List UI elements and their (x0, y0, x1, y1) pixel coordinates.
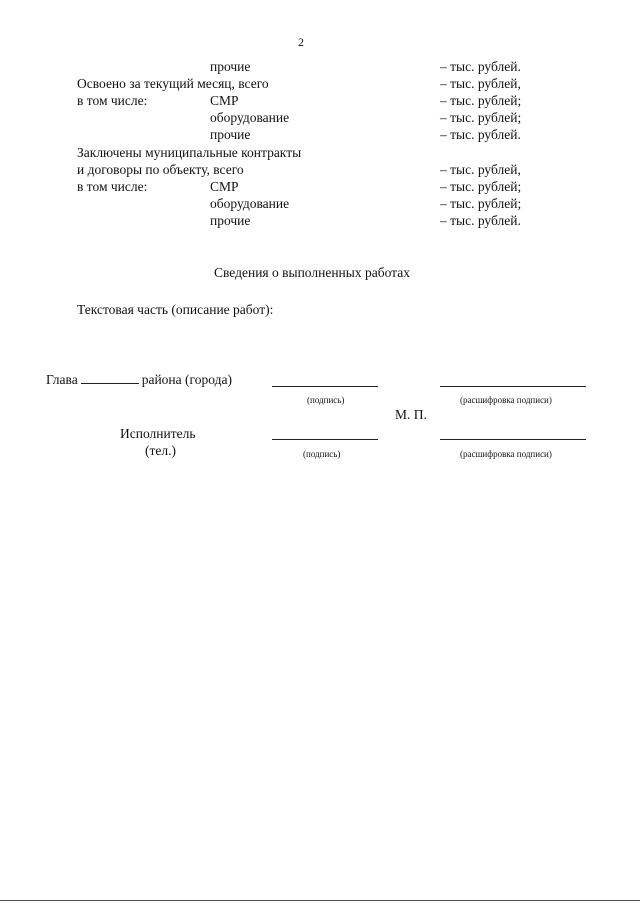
executor-signature-line (272, 439, 378, 440)
head-line (46, 372, 232, 388)
district-blank (81, 373, 139, 384)
head-decoding-line (440, 386, 586, 387)
row-4-col2: оборудование (210, 110, 290, 125)
row-1-col2: прочие (210, 59, 251, 74)
head-prefix: Глава (46, 372, 78, 387)
head-signature-caption: (подпись) (307, 395, 345, 405)
row-5-col2: прочие (210, 127, 251, 142)
row-2-col1: Освоено за текущий месяц, всего (77, 76, 269, 91)
row-9-col3: – тыс. рублей; (440, 196, 522, 211)
head-signature-line (272, 386, 378, 387)
executor-decoding-line (440, 439, 586, 440)
row-7-col3: – тыс. рублей, (440, 162, 521, 177)
row-5-col3: – тыс. рублей. (440, 127, 521, 142)
executor-phone: (тел.) (145, 443, 176, 458)
row-9-col2: оборудование (210, 196, 290, 211)
row-8-col2: СМР (210, 179, 239, 194)
row-10-col2: прочие (210, 213, 251, 228)
row-8-col3: – тыс. рублей; (440, 179, 522, 194)
row-3-col2: СМР (210, 93, 239, 108)
row-6-col1: Заключены муниципальные контракты (77, 145, 302, 160)
row-8-col1: в том числе: (77, 179, 148, 194)
row-10-col3: – тыс. рублей. (440, 213, 521, 228)
head-suffix: района (города) (141, 372, 232, 387)
row-3-col1: в том числе: (77, 93, 148, 108)
executor-label: Исполнитель (120, 426, 196, 441)
row-7-col1: и договоры по объекту, всего (77, 162, 244, 177)
row-1-col3: – тыс. рублей. (440, 59, 521, 74)
page-bottom-edge (0, 900, 640, 901)
executor-signature-caption: (подпись) (303, 449, 341, 459)
head-decoding-caption: (расшифровка подписи) (460, 395, 552, 405)
row-4-col3: – тыс. рублей; (440, 110, 522, 125)
page-number: 2 (298, 35, 304, 49)
stamp-place: М. П. (395, 407, 427, 422)
section-title: Сведения о выполненных работах (214, 265, 410, 280)
executor-decoding-caption: (расшифровка подписи) (460, 449, 552, 459)
row-3-col3: – тыс. рублей; (440, 93, 522, 108)
row-2-col3: – тыс. рублей, (440, 76, 521, 91)
text-part-label: Текстовая часть (описание работ): (77, 302, 274, 317)
